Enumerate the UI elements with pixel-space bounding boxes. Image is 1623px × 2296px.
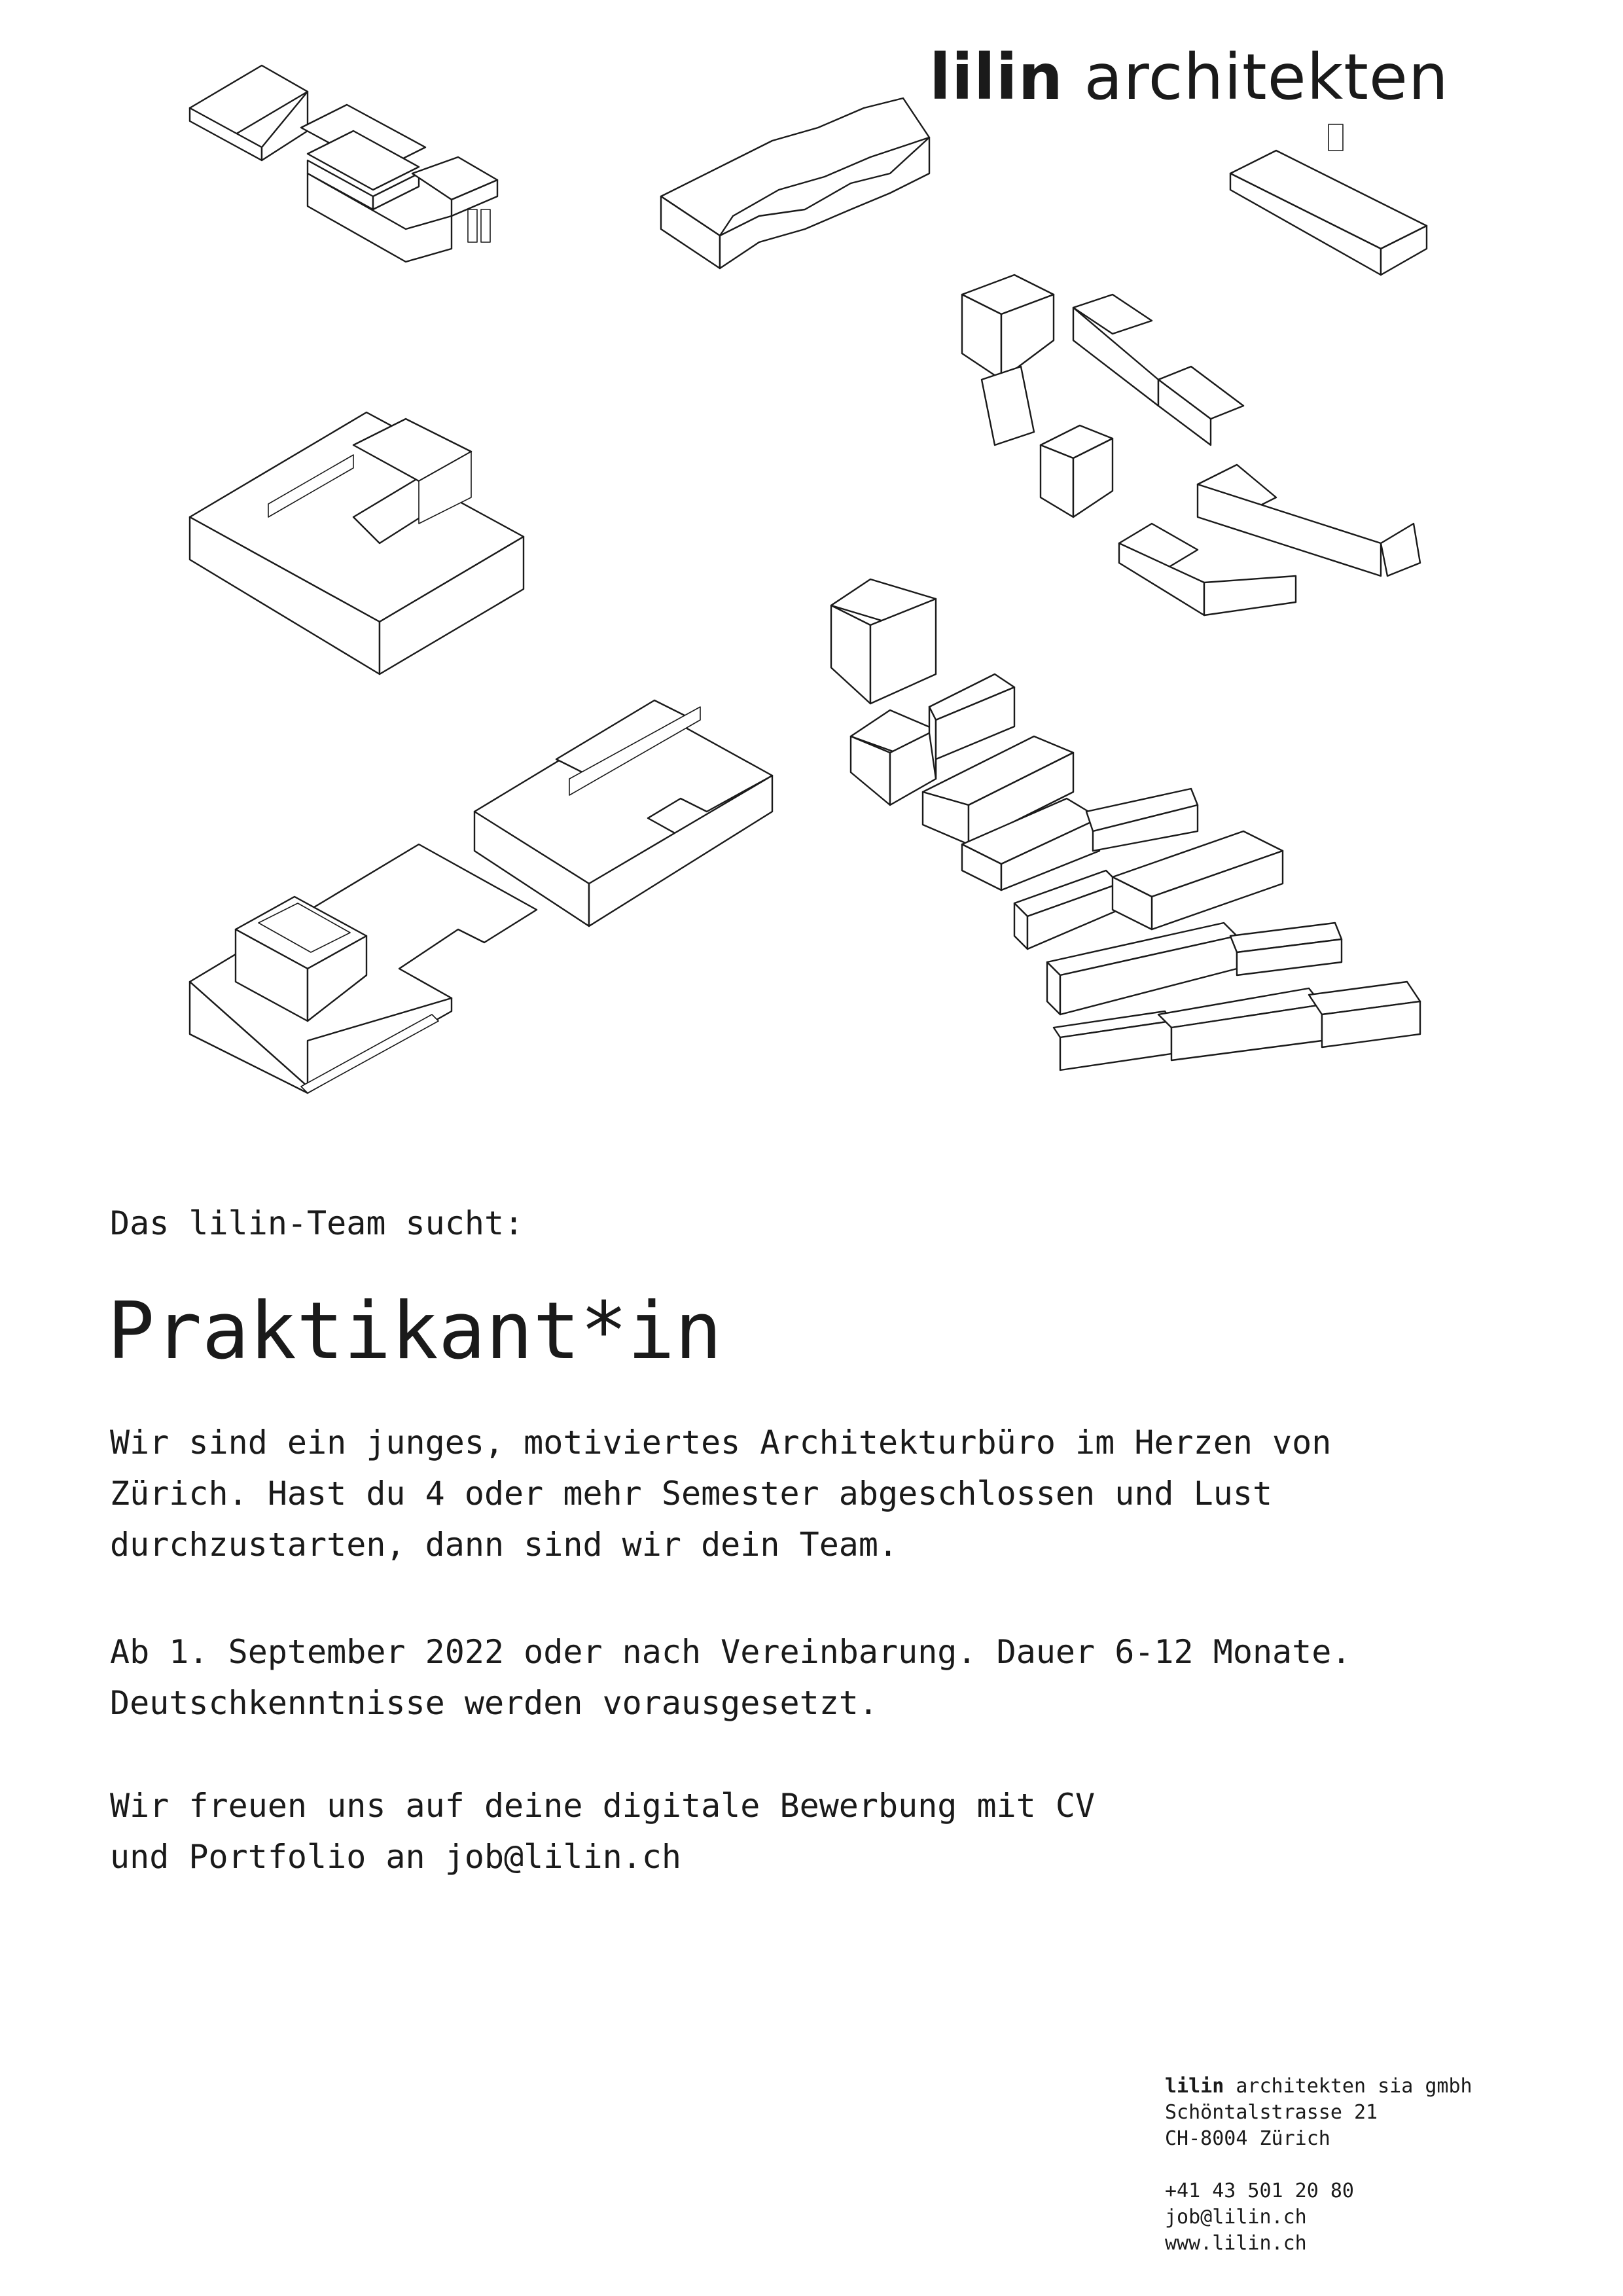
model-middle-left-large	[190, 412, 524, 674]
contact-footer	[1165, 2073, 1472, 2257]
model-lower-left-complex-a	[474, 700, 772, 926]
model-top-right-slab	[1230, 124, 1427, 275]
footer-street: Schöntalstrasse 21	[1165, 2101, 1378, 2124]
model-lower-right-field	[831, 579, 1420, 1070]
footer-phone[interactable]: +41 43 501 20 80	[1165, 2179, 1354, 2202]
footer-company-bold: lilin	[1165, 2075, 1224, 2098]
paragraph-about: Wir sind ein junges, motiviertes Architekturbüro im Herzen von Zürich. Hast du 4 oder mehr Semester abgeschlossen und Lust durchzustarten, dann sind wir dein Team.	[110, 1424, 1332, 1564]
footer-company-rest: architekten sia gmbh	[1236, 2075, 1472, 2098]
isometric-building-models	[164, 52, 1472, 1113]
logo-name-bold: lilin	[929, 41, 1063, 114]
model-top-center-wavy	[661, 98, 929, 268]
footer-company	[1165, 2073, 1472, 2100]
job-title: Praktikant*in	[107, 1286, 722, 1377]
model-lower-left-complex-b	[190, 844, 537, 1093]
paragraph-terms: Ab 1. September 2022 oder nach Vereinbarung. Dauer 6-12 Monate. Deutschkenntnisse werden vorausgesetzt.	[110, 1633, 1351, 1722]
footer-email[interactable]: job@lilin.ch	[1165, 2206, 1307, 2229]
logo-name-rest: architekten	[1084, 41, 1449, 114]
model-top-left-complex	[190, 65, 497, 262]
footer-website[interactable]: www.lilin.ch	[1165, 2232, 1307, 2255]
paragraph-application: Wir freuen uns auf deine digitale Bewerbung mit CV und Portfolio an job@lilin.ch	[110, 1787, 1096, 1876]
intro-line: Das lilin-Team sucht:	[110, 1204, 524, 1242]
footer-city: CH-8004 Zürich	[1165, 2127, 1330, 2150]
model-middle-right-bars	[962, 275, 1420, 615]
footer-spacer	[1165, 2152, 1472, 2178]
